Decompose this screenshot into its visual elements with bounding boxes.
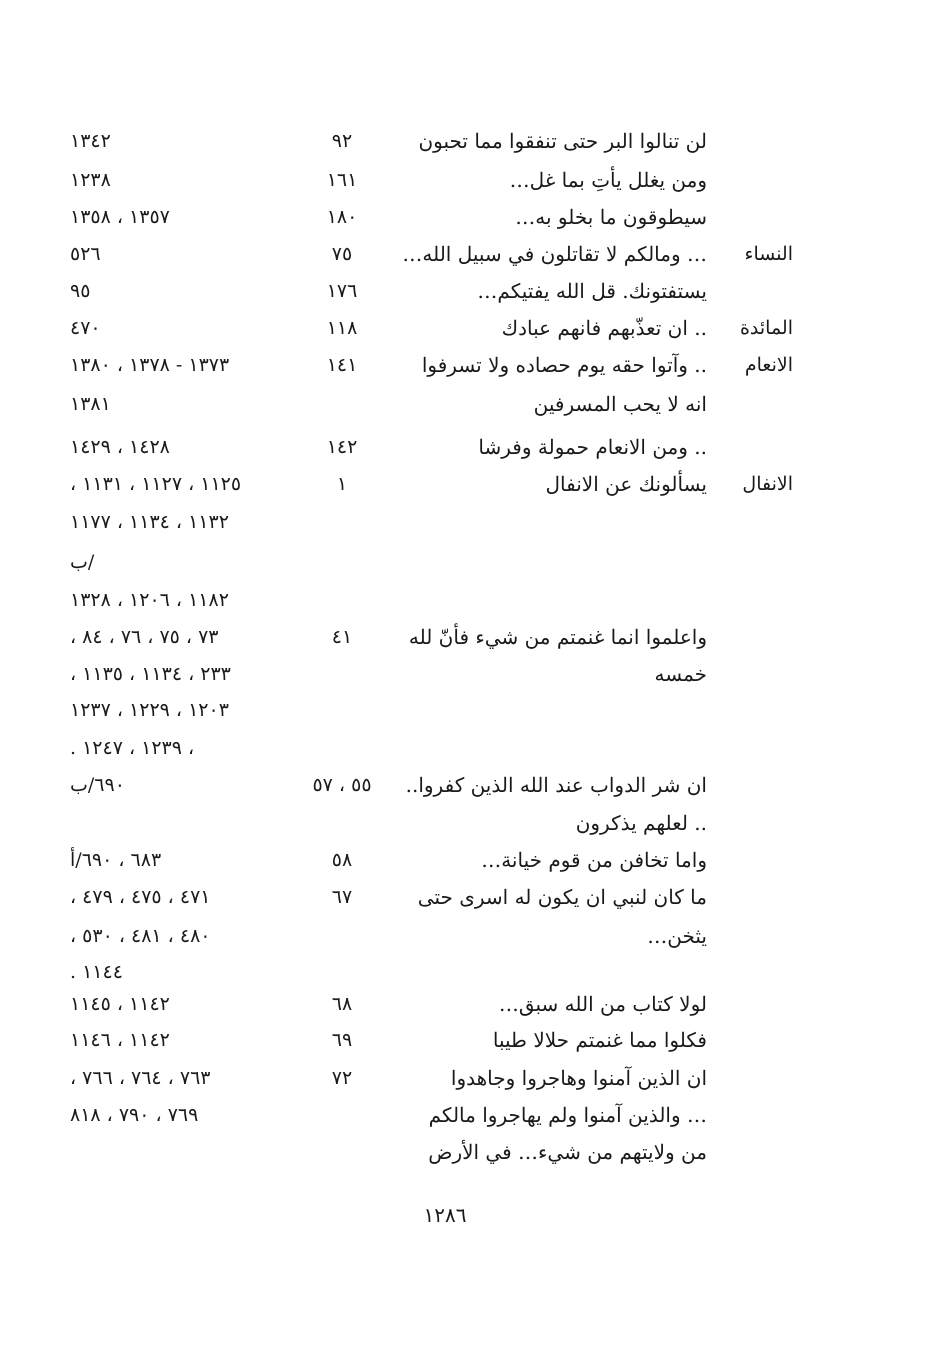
- page-references: ٤٧٠: [70, 317, 101, 339]
- page-references: ١١٢٥ ، ١١٢٧ ، ١١٣١ ،: [70, 473, 242, 495]
- verse-text: فكلوا مما غنمتم حلالا طيبا: [492, 1028, 707, 1052]
- verse-text: ما كان لنبي ان يكون له اسرى حتى: [417, 885, 707, 909]
- verse-text: لولا كتاب من الله سبق…: [498, 992, 707, 1016]
- ayah-number: ٤١: [331, 626, 353, 648]
- ayah-number: ٧٥: [331, 243, 353, 265]
- page-references: ٦٨٣ ، ٦٩٠/أ: [70, 849, 162, 871]
- page-references: ١٢٣٨: [70, 169, 111, 191]
- ayah-number: ١١٨: [326, 317, 358, 339]
- index-row: [0, 880, 943, 916]
- ayah-number: ١٤١: [326, 354, 358, 376]
- index-row: [0, 955, 943, 991]
- ayah-number: ١٨٠: [326, 206, 358, 228]
- index-row: [0, 163, 943, 199]
- surah-name: المائدة: [739, 317, 793, 339]
- verse-text: يستفتونك. قل الله يفتيكم…: [477, 279, 707, 303]
- ayah-number: ٥٨: [331, 849, 353, 871]
- index-row: [0, 1061, 943, 1097]
- index-row: [0, 467, 943, 503]
- page-references: ٢٣٣ ، ١١٣٤ ، ١١٣٥ ،: [70, 663, 231, 685]
- page-references: ١١٣٢ ، ١١٣٤ ، ١١٧٧: [70, 511, 229, 533]
- index-row: [0, 806, 943, 842]
- index-row: [0, 768, 943, 804]
- index-row: [0, 583, 943, 619]
- page-references: ١٢٠٣ ، ١٢٢٩ ، ١٢٣٧: [70, 699, 229, 721]
- index-row: [0, 124, 943, 160]
- index-row: [0, 348, 943, 384]
- index-row: [0, 387, 943, 423]
- index-row: [0, 430, 943, 466]
- index-row: [0, 657, 943, 693]
- index-row: [0, 1098, 943, 1134]
- ayah-number: ٦٨: [331, 993, 353, 1015]
- index-row: [0, 919, 943, 955]
- page-references: ٤٧١ ، ٤٧٥ ، ٤٧٩ ،: [70, 886, 211, 908]
- index-row: [0, 731, 943, 767]
- index-row: [0, 1023, 943, 1059]
- verse-text: … ومالكم لا تقاتلون في سبيل الله…: [402, 242, 707, 266]
- ayah-number: ٧٢: [331, 1067, 353, 1089]
- ayah-number: ١٧٦: [326, 280, 358, 302]
- page-references: ١٣٧٣ - ١٣٧٨ ، ١٣٨٠: [70, 354, 230, 376]
- page-references: /ب: [70, 551, 95, 573]
- page-references: ١٤٢٨ ، ١٤٢٩: [70, 436, 170, 458]
- surah-name: الانفال: [742, 473, 793, 495]
- page-references: ٤٨٠ ، ٤٨١ ، ٥٣٠ ،: [70, 925, 211, 947]
- verse-text: .. ان تعذّبهم فانهم عبادك: [501, 316, 707, 340]
- page-references: ، ١٢٣٩ ، ١٢٤٧ .: [70, 737, 195, 759]
- index-row: [0, 505, 943, 541]
- index-row: [0, 1135, 943, 1171]
- index-row: [0, 200, 943, 236]
- ayah-number: ٩٢: [331, 130, 353, 152]
- verse-text: لن تنالوا البر حتى تنفقوا مما تحبون: [418, 129, 707, 153]
- verse-text: .. وآتوا حقه يوم حصاده ولا تسرفوا: [421, 353, 707, 377]
- index-row: [0, 620, 943, 656]
- page-references: ١٣٤٢: [70, 130, 111, 152]
- index-row: [0, 843, 943, 879]
- ayah-number: ٦٩: [331, 1029, 353, 1051]
- verse-text: خمسه: [654, 662, 707, 686]
- index-row: [0, 237, 943, 273]
- page-references: ١٣٥٧ ، ١٣٥٨: [70, 206, 170, 228]
- page-references: ٩٥: [70, 280, 91, 302]
- page-references: ٧٦٣ ، ٧٦٤ ، ٧٦٦ ،: [70, 1067, 211, 1089]
- verse-text: يثخن…: [647, 924, 707, 948]
- ayah-number: ١: [336, 473, 348, 495]
- ayah-number: ٥٥ ، ٥٧: [312, 774, 372, 796]
- page-references: ٦٩٠/ب: [70, 774, 125, 796]
- verse-text: من ولايتهم من شيء… في الأرض: [428, 1140, 707, 1164]
- index-row: [0, 693, 943, 729]
- verse-text: يسألونك عن الانفال: [545, 472, 707, 496]
- page-references: ١١٨٢ ، ١٢٠٦ ، ١٣٢٨: [70, 589, 229, 611]
- verse-text: .. لعلهم يذكرون: [575, 811, 707, 835]
- page-references: ١١٤٢ ، ١١٤٦: [70, 1029, 170, 1051]
- page-references: ١١٤٤ .: [70, 961, 123, 983]
- index-row: [0, 987, 943, 1023]
- verse-text: ان الذين آمنوا وهاجروا وجاهدوا: [450, 1066, 707, 1090]
- page-references: ٥٢٦: [70, 243, 101, 265]
- page-references: ١١٤٢ ، ١١٤٥: [70, 993, 170, 1015]
- index-row: [0, 274, 943, 310]
- index-row: [0, 545, 943, 581]
- page-number: ١٢٨٦: [423, 1203, 467, 1227]
- verse-text: .. ومن الانعام حمولة وفرشا: [478, 435, 707, 459]
- verse-text: واما تخافن من قوم خيانة…: [481, 848, 707, 872]
- verse-text: انه لا يحب المسرفين: [533, 392, 707, 416]
- verse-text: ان شر الدواب عند الله الذين كفروا..: [405, 773, 707, 797]
- verse-text: … والذين آمنوا ولم يهاجروا مالكم: [428, 1103, 707, 1127]
- ayah-number: ٦٧: [331, 886, 353, 908]
- surah-name: الانعام: [744, 354, 793, 376]
- verse-text: ومن يغلل يأتِ بما غل…: [509, 168, 707, 192]
- verse-text: واعلموا انما غنمتم من شيء فأنّ لله: [408, 625, 707, 649]
- index-row: [0, 311, 943, 347]
- ayah-number: ١٦١: [326, 169, 358, 191]
- verse-text: سيطوقون ما بخلو به…: [515, 205, 707, 229]
- page-references: ٧٦٩ ، ٧٩٠ ، ٨١٨: [70, 1104, 199, 1126]
- ayah-number: ١٤٢: [326, 436, 358, 458]
- page-references: ١٣٨١: [70, 393, 111, 415]
- page-references: ٧٣ ، ٧٥ ، ٧٦ ، ٨٤ ،: [70, 626, 219, 648]
- surah-name: النساء: [744, 243, 793, 265]
